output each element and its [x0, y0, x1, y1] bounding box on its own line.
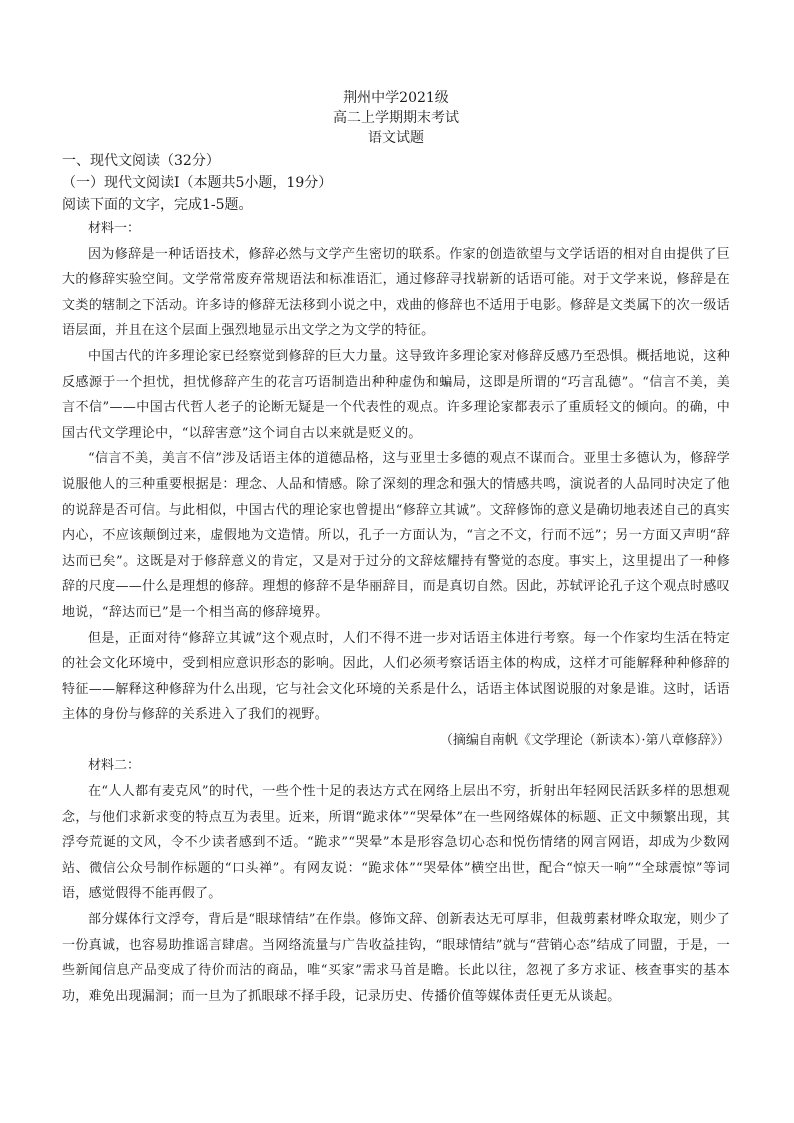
- material-two-label: 材料二：: [88, 758, 141, 774]
- section-title: 一、现代文阅读（32分）: [62, 153, 220, 169]
- exam-page: [62, 88, 730, 1009]
- material-two-paragraph: 在“人人都有麦克风”的时代，一些个性十足的表达方式在网络上层出不穷，折射出年轻网民活跃多样的思想观念，与他们求新求变的特点互为表里。近来，所谓“跪求体”“哭晕体”在一些网络媒体的标题、正文中频繁出现，其浮夸荒诞的文风，令不少读者感到不适。“跪求”“哭晕”本是形容急切心态和悦伤情绪的网言网语，却成为少数网站、微信公众号制作标题的“口头禅”。有网友说：“跪求体”“哭晕体”横空出世，配合“惊天一响”“全球震惊”等词语，感觉假得不能再假了。: [62, 784, 730, 902]
- material-one-paragraph: “信言不美，美言不信”涉及话语主体的道德品格，这与亚里士多德的观点不谋而合。亚里士多德认为，修辞学说服他人的三种重要根据是：理念、人品和情感。除了深刻的理念和强大的情感共鸣，演说者的人品同时决定了他的说辞是否可信。与此相似，中国古代的理论家也曾提出“修辞立其诚”。文辞修饰的意义是确切地表述自己的真实内心，不应该颠倒过来，虚假地为文造情。所以，孔子一方面认为，“言之不文，行而不远”；另一方面又声明“辞达而已矣”。这既是对于修辞意义的肯定，又是对于过分的文辞炫耀持有警觉的态度。事实上，这里提出了一种修辞的尺度——什么是理想的修辞。理想的修辞不是华丽辞目，而是真切自然。因此，苏轼评论孔子这个观点时感叹地说，“辞达而已”是一个相当高的修辞境界。: [62, 451, 730, 620]
- school-title: 荆州中学2021级: [343, 90, 449, 106]
- exam-header: [62, 88, 730, 148]
- material-two-paragraph: 部分媒体行文浮夸，背后是“眼球情结”在作祟。修饰文辞、创新表达无可厚非，但裁剪素材哗众取宠，则少了一份真诚，也容易助推谣言肆虐。当网络流量与广告收益挂钩，“眼球情结”就与“营销心态”结成了同盟，于是，一些新闻信息产品变成了待价而沽的商品，唯“买家”需求马首是瞻。长此以往，忽视了多方求证、核查事实的基本功，难免出现漏洞；而一旦为了抓眼球不择手段，记录历史、传播价值等媒体责任更无从谈起。: [62, 912, 730, 1004]
- subject-title: 语文试题: [368, 130, 424, 146]
- exam-title: 高二上学期期末考试: [333, 110, 459, 126]
- material-one-label: 材料一：: [88, 221, 141, 236]
- section-subtitle: （一）现代文阅读Ⅰ（本题共5小题，19分）: [62, 175, 333, 191]
- reading-instruction: 阅读下面的文字，完成1-5题。: [62, 197, 253, 213]
- material-one-paragraph: 因为修辞是一种话语技术，修辞必然与文学产生密切的联系。作家的创造欲望与文学话语的相对自由提供了巨大的修辞实验空间。文学常常废弃常规语法和标准语汇，通过修辞寻找崭新的话语可能。对于文学来说，修辞是在文类的辖制之下活动。许多诗的修辞无法移到小说之中，戏曲的修辞也不适用于电影。修辞是文类属下的次一级话语层面，并且在这个层面上强烈地显示出文学之为文学的特征。: [62, 246, 730, 339]
- material-one-paragraph: 中国古代的许多理论家已经察觉到修辞的巨大力量。这导致许多理论家对修辞反感乃至恐惧。概括地说，这种反感源于一个担忧，担忧修辞产生的花言巧语制造出种种虚伪和蝙局，这即是所谓的“巧言乱德”。“信言不美，美言不信”——中国古代哲人老子的论断无疑是一个代表性的观点。许多理论家都表示了重质轻文的倾向。的确，中国古代文学理论中，“以辞害意”这个词自古以来就是贬义的。: [62, 348, 730, 441]
- material-one-paragraph: 但是，正面对待“修辞立其诚”这个观点时，人们不得不进一步对话语主体进行考察。每一个作家均生活在特定的社会文化环境中，受到相应意识形态的影响。因此，人们必须考察话语主体的构成，这样才可能解释种种修辞的特征——解释这种修辞为什么出现，它与社会文化环境的关系是什么，话语主体试图说服的对象是谁。这时，话语主体的身份与修辞的关系进入了我们的视野。: [62, 630, 730, 723]
- material-one-source: （摘编自南帆《文学理论（新读本）·第八章修辞》）: [439, 732, 730, 748]
